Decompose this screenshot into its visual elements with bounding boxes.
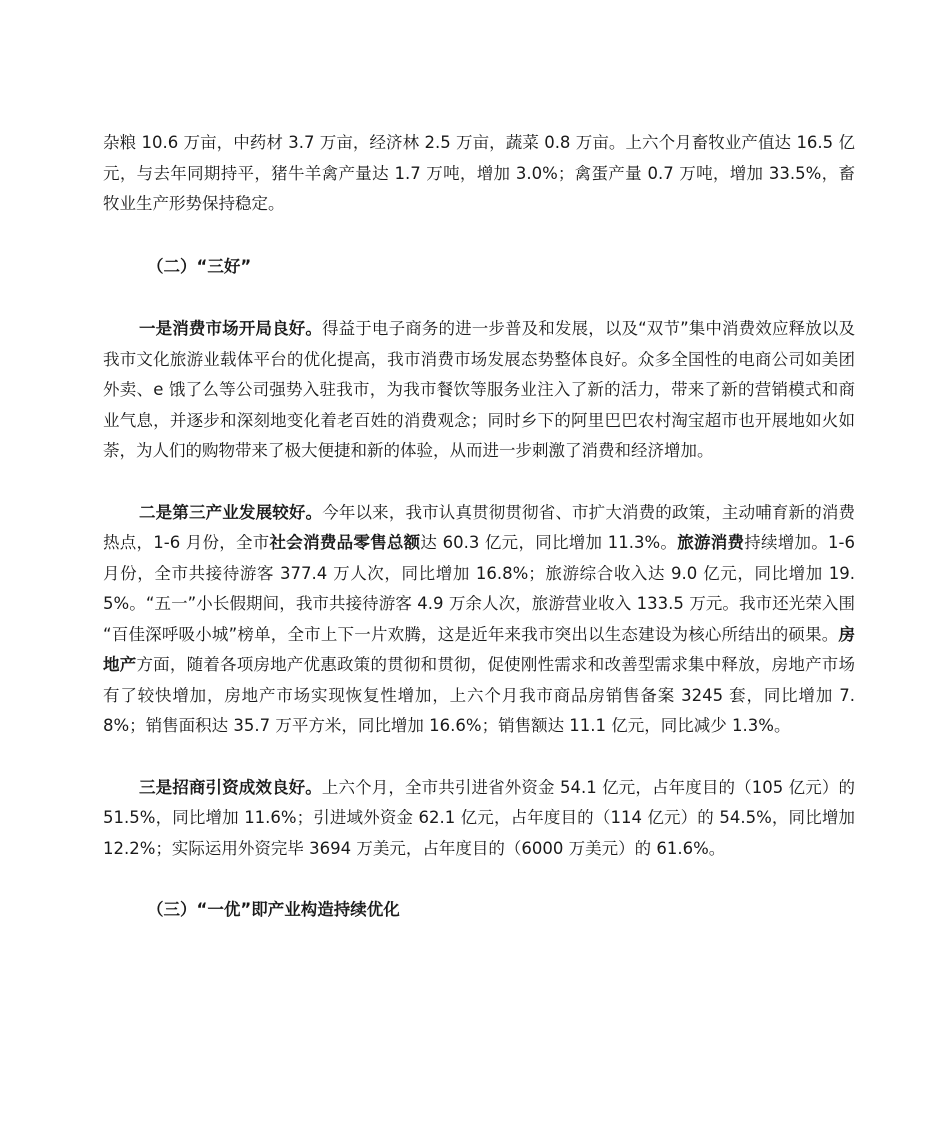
paragraph-agriculture: 杂粮 10.6 万亩，中药材 3.7 万亩，经济林 2.5 万亩，蔬菜 0.8 万亩。上六个月畜牧业产值达 16.5 亿元，与去年同期持平，猪牛羊禽产量达 1.7 万吨，增加 3.0%；禽蛋产量 0.7 万吨，增加 33.5%，畜牧业生产形势保持稳定。	[103, 133, 855, 213]
bold-retail-sales: 社会消费品零售总额	[269, 533, 421, 552]
paragraph-body-tertiary-2: 达 60.3 亿元，同比增加 11.3%。	[420, 533, 678, 552]
paragraph-lead-consumer: 一是消费市场开局良好。	[139, 319, 323, 338]
document-page	[103, 128, 855, 926]
bold-tourism: 旅游消费	[677, 533, 745, 552]
paragraph-consumer-market	[103, 314, 855, 467]
paragraph-tertiary-industry	[103, 498, 855, 742]
paragraph-body-consumer: 得益于电子商务的进一步普及和发展，以及“双节”集中消费效应释放以及我市文化旅游业载体平台的优化提高，我市消费市场发展态势整体良好。众多全国性的电商公司如美团外卖、e 饿了么等公司强势入驻我市，为我市餐饮等服务业注入了新的活力，带来了新的营销模式和商业气息，并逐步和深刻地变化着老百姓的消费观念；同时乡下的阿里巴巴农村淘宝超市也开展地如火如荼，为人们的购物带来了极大便捷和新的体验，从而进一步刺激了消费和经济增加。	[103, 319, 855, 460]
paragraph-body-tertiary-1: 今年以来，我市认真贯彻贯彻省、市扩大消费的政策，主动哺育新的消费热点，1-6 月份，全市	[103, 502, 856, 552]
paragraph-body-investment: 上六个月，全市共引进省外资金 54.1 亿元，占年度目的（105 亿元）的 51.5%，同比增加 11.6%；引进域外资金 62.1 亿元，占年度目的（114 亿元）的 54.5%，同比增加 12.2%；实际运用外资完毕 3694 万美元，占年度目的（6000 万美元）的 61.6%。	[103, 777, 856, 858]
paragraph-body-tertiary-3: 持续增加。1-6 月份，全市共接待游客 377.4 万人次，同比增加 16.8%；旅游综合收入达 9.0 亿元，同比增加 19.5%。“五一”小长假期间，我市共接待游客 4.9 万余人次，旅游营业收入 133.5 万元。我市还光荣入围 “百佳深呼吸小城”榜单，全市上下一片欢腾，这是近年来我市突出以生态建设为核心所结出的硕果。	[103, 533, 856, 644]
bold-real-estate: 房地产	[103, 624, 855, 674]
paragraph-lead-investment: 三是招商引资成效良好。	[139, 777, 322, 797]
paragraph-body-tertiary-4: 方面，随着各项房地产优惠政策的贯彻和贯彻，促使刚性需求和改善型需求集中释放，房地产市场有了较快增加，房地产市场实现恢复性增加，上六个月我市商品房销售备案 3245 套，同比增加 7.8%；销售面积达 35.7 万平方米，同比增加 16.6%；销售额达 11.1 亿元，同比减少 1.3%。	[103, 655, 856, 735]
paragraph-investment	[103, 773, 855, 865]
section-heading-yi-you: （三）“一优”即产业构造持续优化	[147, 900, 400, 919]
section-heading-san-hao: （二）“三好”	[147, 256, 252, 276]
paragraph-lead-tertiary: 二是第三产业发展较好。	[139, 502, 323, 522]
